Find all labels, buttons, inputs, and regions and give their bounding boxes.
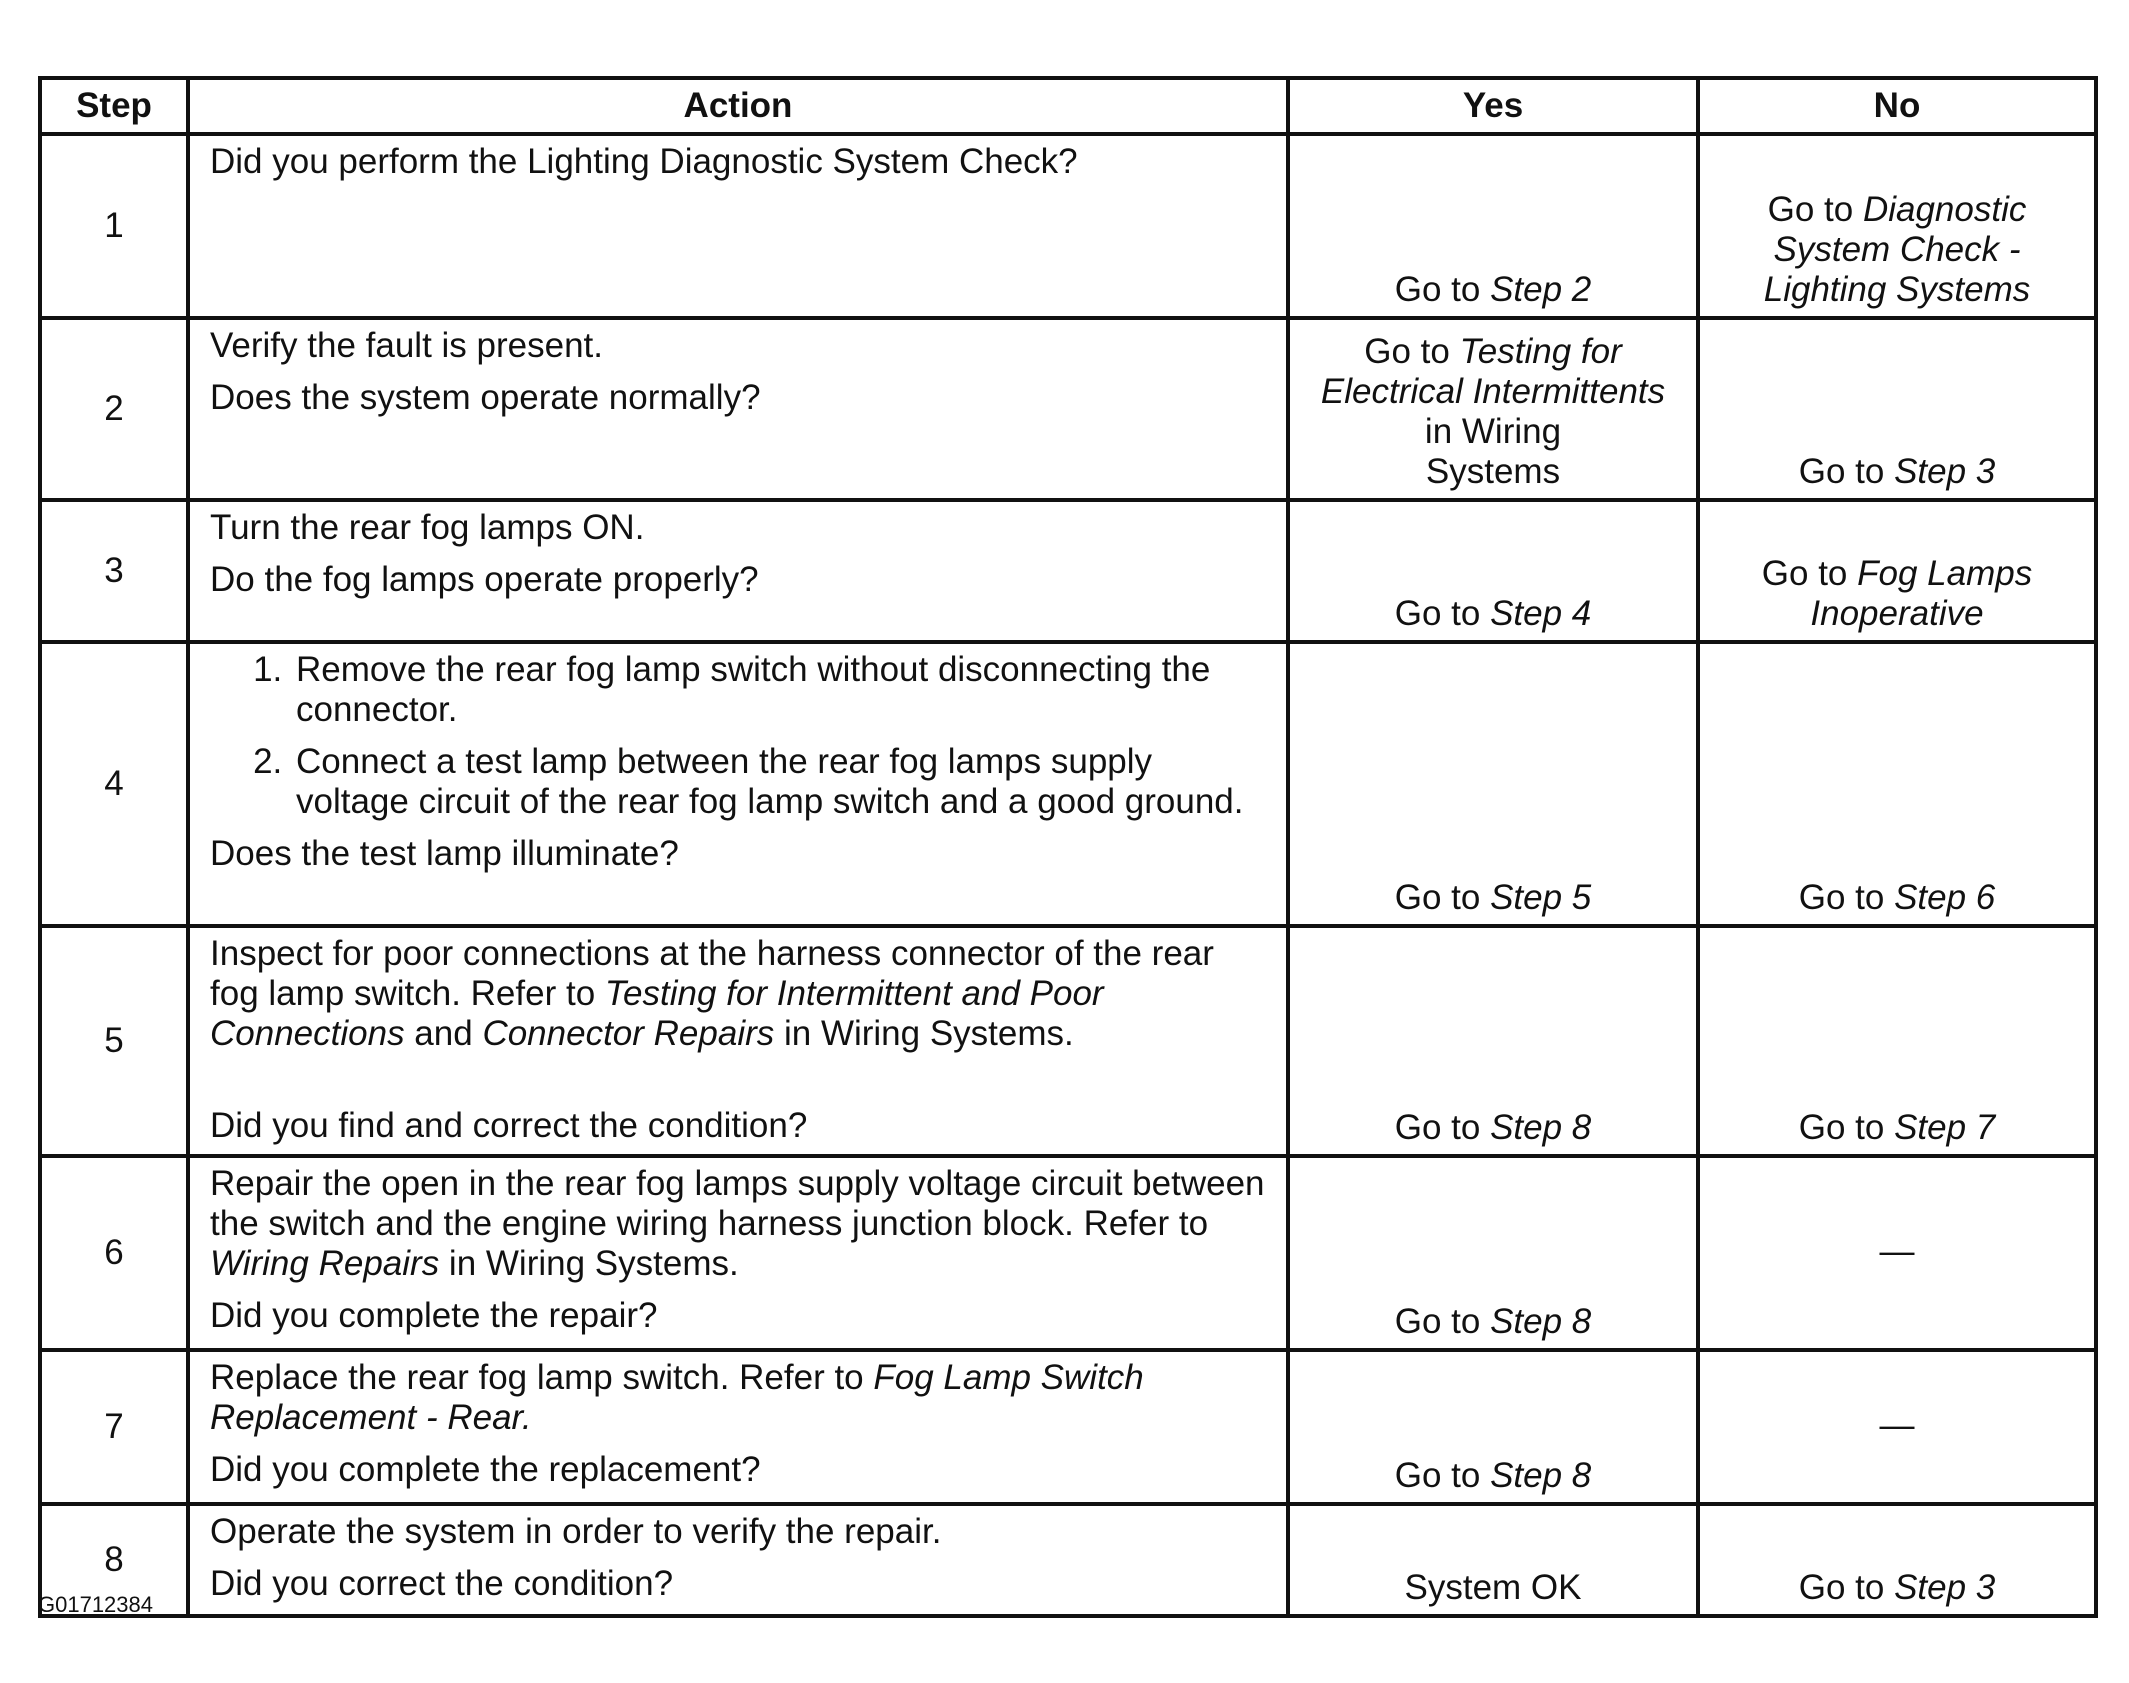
yes-link[interactable]: Step 5 (1490, 878, 1592, 917)
action-text-part: Repair the open in the rear fog lamps supply voltage circuit between the switch and the engine wiring harness junction block. Refer to (210, 1164, 1265, 1243)
table-row (40, 500, 2096, 642)
action-text-part: Replace the rear fog lamp switch. Refer to (210, 1358, 874, 1397)
table-row (40, 134, 2096, 318)
no-cell (1698, 1504, 2096, 1616)
action-text-part: in Wiring Systems. (774, 1014, 1074, 1053)
yes-link-line-2[interactable]: Electrical Intermittents (1320, 372, 1666, 411)
yes-link[interactable]: Step 8 (1490, 1302, 1592, 1341)
step-number: 3 (40, 500, 188, 642)
yes-prefix: Go to (1394, 594, 1491, 633)
no-cell (1698, 318, 2096, 500)
yes-cell (1288, 1156, 1698, 1350)
no-dash: — (1879, 1232, 1915, 1271)
step-number: 2 (40, 318, 188, 500)
yes-cell (1288, 1504, 1698, 1616)
reference-link[interactable]: Connector Repairs (482, 1014, 775, 1053)
action-text (210, 1164, 1266, 1284)
yes-cell (1288, 1350, 1698, 1504)
reference-link[interactable]: Fog Lamp Switch Replacement - Rear. (210, 1358, 1144, 1437)
no-prefix: Go to (1798, 1568, 1895, 1607)
figure-code: G01712384 (38, 1592, 153, 1617)
yes-prefix: Go to (1364, 332, 1460, 371)
step-number: 8 (40, 1504, 188, 1616)
yes-prefix: Go to (1394, 1302, 1491, 1341)
table-row (40, 318, 2096, 500)
yes-link[interactable]: Step 4 (1490, 594, 1592, 633)
no-cell (1698, 134, 2096, 318)
table-row (40, 1350, 2096, 1504)
header-action: Action (188, 78, 1288, 134)
action-text: Operate the system in order to verify the repair. (210, 1512, 942, 1551)
table-row (40, 1504, 2096, 1616)
action-text: Did you perform the Lighting Diagnostic System Check? (210, 142, 1078, 181)
action-cell (188, 1504, 1288, 1616)
yes-link[interactable]: Testing for (1459, 332, 1622, 371)
action-text-part: in Wiring Systems. (439, 1244, 739, 1283)
no-cell (1698, 500, 2096, 642)
action-text (210, 1358, 1266, 1438)
no-link[interactable]: Fog Lamps (1857, 554, 2033, 593)
yes-link[interactable]: Step 8 (1490, 1108, 1592, 1147)
no-cell (1698, 1156, 2096, 1350)
yes-result: System OK (1404, 1568, 1582, 1607)
action-text: Verify the fault is present. (210, 326, 603, 365)
no-prefix: Go to (1761, 554, 1858, 593)
action-cell (188, 1350, 1288, 1504)
no-prefix: Go to (1798, 878, 1895, 917)
table-row (40, 642, 2096, 926)
step-number: 4 (40, 642, 188, 926)
table-header-row (40, 78, 2096, 134)
action-question: Did you complete the repair? (210, 1296, 658, 1335)
yes-suffix-line-2: Systems (1425, 452, 1561, 491)
no-link[interactable]: Step 3 (1894, 452, 1996, 491)
action-question: Do the fog lamps operate properly? (210, 560, 759, 599)
action-cell (188, 642, 1288, 926)
yes-prefix: Go to (1394, 1108, 1491, 1147)
action-question: Does the test lamp illuminate? (210, 834, 679, 873)
yes-cell (1288, 642, 1698, 926)
step-number: 7 (40, 1350, 188, 1504)
action-text: Turn the rear fog lamps ON. (210, 508, 645, 547)
no-prefix: Go to (1798, 452, 1895, 491)
yes-cell (1288, 318, 1698, 500)
yes-prefix: Go to (1394, 878, 1491, 917)
action-cell (188, 134, 1288, 318)
yes-link[interactable]: Step 8 (1490, 1456, 1592, 1495)
no-link[interactable]: Step 7 (1894, 1108, 1996, 1147)
action-steps-list (210, 650, 1266, 822)
no-link[interactable]: Diagnostic (1862, 190, 2027, 229)
no-link-line-2[interactable]: System Check - (1773, 230, 2021, 269)
action-text (210, 934, 1266, 1054)
action-cell (188, 1156, 1288, 1350)
no-cell (1698, 926, 2096, 1156)
header-step: Step (40, 78, 188, 134)
action-question: Did you correct the condition? (210, 1564, 674, 1603)
header-yes: Yes (1288, 78, 1698, 134)
table-row (40, 926, 2096, 1156)
action-text-part: and (404, 1014, 483, 1053)
action-cell (188, 926, 1288, 1156)
list-item: 2. Connect a test lamp between the rear fog lamps supply voltage circuit of the rear fog lamp switch and a good ground. (292, 742, 1266, 822)
yes-prefix: Go to (1394, 270, 1491, 309)
action-question: Did you find and correct the condition? (210, 1106, 808, 1145)
yes-prefix: Go to (1394, 1456, 1491, 1495)
no-link[interactable]: Step 6 (1894, 878, 1996, 917)
yes-cell (1288, 926, 1698, 1156)
step-number: 6 (40, 1156, 188, 1350)
yes-link[interactable]: Step 2 (1490, 270, 1592, 309)
header-no: No (1698, 78, 2096, 134)
no-prefix: Go to (1798, 1108, 1895, 1147)
no-link-line-2[interactable]: Inoperative (1810, 594, 1984, 633)
reference-link[interactable]: Wiring Repairs (210, 1244, 440, 1283)
yes-cell (1288, 500, 1698, 642)
action-cell (188, 500, 1288, 642)
yes-cell (1288, 134, 1698, 318)
no-link[interactable]: Step 3 (1894, 1568, 1996, 1607)
no-link-line-3[interactable]: Lighting Systems (1763, 270, 2031, 309)
no-cell (1698, 642, 2096, 926)
step-number: 5 (40, 926, 188, 1156)
action-cell (188, 318, 1288, 500)
no-cell (1698, 1350, 2096, 1504)
step-number: 1 (40, 134, 188, 318)
diagnostic-table (38, 76, 2098, 1618)
action-question: Did you complete the replacement? (210, 1450, 761, 1489)
reference-link[interactable]: Testing for Intermittent and Poor Connections (210, 974, 1104, 1053)
no-prefix: Go to (1767, 190, 1863, 229)
yes-suffix-line-1: in Wiring (1424, 412, 1562, 451)
table-row (40, 1156, 2096, 1350)
no-dash: — (1879, 1406, 1915, 1445)
list-item: 1. Remove the rear fog lamp switch without disconnecting the connector. (292, 650, 1266, 730)
action-text-part: Inspect for poor connections at the harness connector of the rear fog lamp switch. Refer to (210, 934, 1214, 1013)
action-question: Does the system operate normally? (210, 378, 761, 417)
